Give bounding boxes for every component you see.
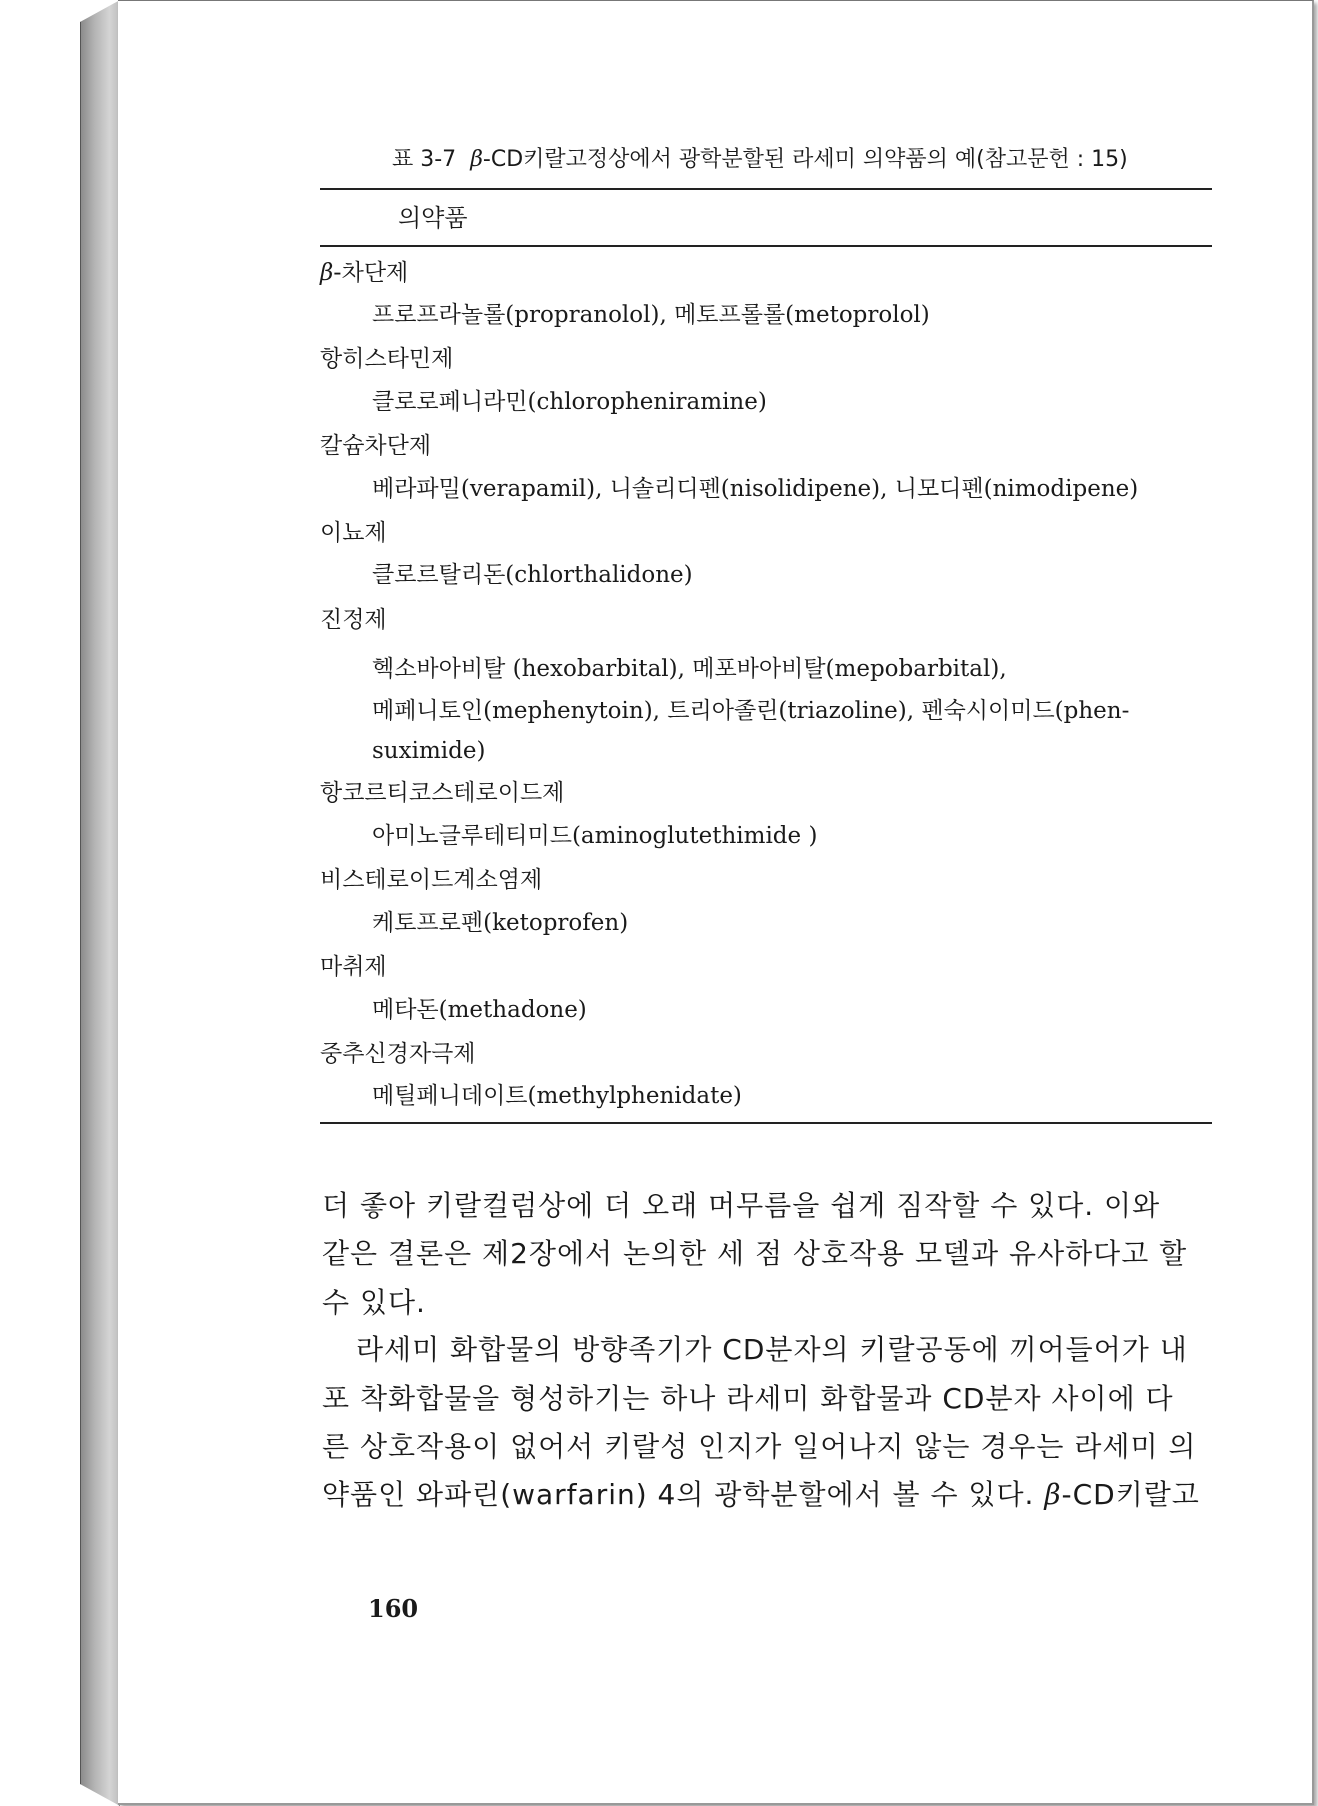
drug-category-label: -차단제 xyxy=(333,260,409,286)
body-text-line: 수 있다. xyxy=(322,1286,426,1319)
body-text-line: 른 상호작용이 없어서 키랄성 인지가 일어나지 않는 경우는 라세미 의 xyxy=(322,1430,1197,1463)
drug-category: 마취제 xyxy=(320,954,387,980)
drug-category: 이뇨제 xyxy=(320,520,387,546)
drug-category-beta: β xyxy=(320,260,334,286)
body-text-beta: β xyxy=(1044,1478,1062,1511)
drug-category: 진정제 xyxy=(320,607,387,633)
drug-list: 클로로페니라민(chloropheniramine) xyxy=(372,389,767,415)
drug-list: 베라파밀(verapamil), 니솔리디펜(nisolidipene), 니모디펜(nimodipene) xyxy=(372,476,1139,502)
body-text-line xyxy=(322,1477,1200,1513)
body-text-line: 같은 결론은 제2장에서 논의한 세 점 상호작용 모델과 유사하다고 할 xyxy=(322,1237,1188,1270)
drug-category: 항히스타민제 xyxy=(320,346,454,372)
table-header-rule xyxy=(320,245,1212,247)
drug-category: 칼슘차단제 xyxy=(320,433,432,459)
table-caption-beta: β xyxy=(470,147,483,172)
drug-list: 헥소바아비탈 (hexobarbital), 메포바아비탈(mepobarbital), xyxy=(372,656,1007,682)
book-page xyxy=(118,0,1314,1805)
drug-list: 메틸페니데이트(methylphenidate) xyxy=(372,1083,742,1109)
table-caption xyxy=(392,142,1172,173)
table-top-rule xyxy=(320,188,1212,190)
drug-list: 아미노글루테티미드(aminoglutethimide ) xyxy=(372,823,818,849)
body-text-line: 라세미 화합물의 방향족기가 CD분자의 키랄공동에 끼어들어가 내 xyxy=(356,1333,1188,1366)
drug-list: 메페니토인(mephenytoin), 트리아졸린(triazoline), 펜숙시이미드(phen- xyxy=(372,698,1130,724)
drug-list: 프로프라놀롤(propranolol), 메토프롤롤(metoprolol) xyxy=(372,302,930,328)
body-text-line: 포 착화합물을 형성하기는 하나 라세미 화합물과 CD분자 사이에 다 xyxy=(322,1382,1174,1415)
drug-list: 케토프로펜(ketoprofen) xyxy=(372,910,629,936)
drug-category: 비스테로이드계소염제 xyxy=(320,867,543,893)
drug-category xyxy=(320,258,408,288)
drug-list: 클로르탈리돈(chlorthalidone) xyxy=(372,562,693,588)
drug-category: 중추신경자극제 xyxy=(320,1041,476,1067)
body-text-segment: 약품인 와파린(warfarin) 4의 광학분할에서 볼 수 있다. xyxy=(322,1478,1045,1511)
table-caption-title: -CD키랄고정상에서 광학분할된 라세미 의약품의 예(참고문헌 : 15) xyxy=(482,147,1128,172)
body-text-segment: -CD키랄고 xyxy=(1061,1478,1200,1511)
table-caption-number: 표 3-7 xyxy=(392,147,457,172)
drug-category: 항코르티코스테로이드제 xyxy=(320,780,565,806)
table-column-header: 의약품 xyxy=(398,204,468,232)
body-text-line: 더 좋아 키랄컬럼상에 더 오래 머무름을 쉽게 짐작할 수 있다. 이와 xyxy=(322,1189,1161,1222)
book-spine-edge xyxy=(80,0,120,1806)
drug-list: 메타돈(methadone) xyxy=(372,997,587,1023)
drug-list: suximide) xyxy=(372,738,486,764)
table-bottom-rule xyxy=(320,1122,1212,1124)
page-number: 160 xyxy=(368,1594,419,1623)
